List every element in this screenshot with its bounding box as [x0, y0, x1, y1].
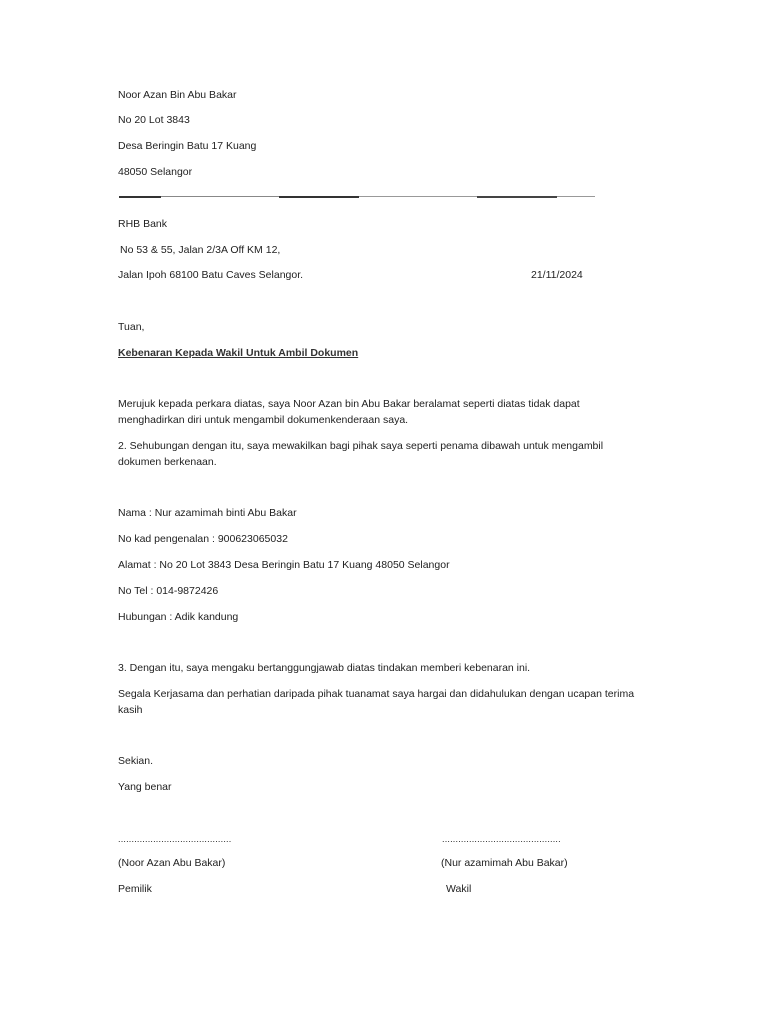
representative-relationship: Hubungan : Adik kandung: [118, 611, 239, 623]
signature-name-owner: (Noor Azan Abu Bakar): [118, 857, 226, 869]
sender-address-line-1: No 20 Lot 3843: [118, 114, 190, 126]
signature-name-representative: (Nur azamimah Abu Bakar): [441, 857, 568, 869]
recipient-address-line-2: Jalan Ipoh 68100 Batu Caves Selangor.: [118, 269, 304, 281]
body-paragraph-3: 3. Dengan itu, saya mengaku bertanggungjawab diatas tindakan memberi kebenaran ini.: [118, 662, 531, 674]
body-paragraph-2: 2. Sehubungan dengan itu, saya mewakilkan bagi pihak saya seperti penama dibawah untuk mengambil dokumen berkenaan.: [118, 440, 604, 468]
recipient-address-line-1: No 53 & 55, Jalan 2/3A Off KM 12,: [120, 244, 281, 256]
representative-ic-number: No kad pengenalan : 900623065032: [118, 533, 288, 545]
letter-date: 21/11/2024: [531, 269, 583, 281]
closing-sekian: Sekian.: [118, 755, 154, 767]
sender-address-line-2: Desa Beringin Batu 17 Kuang: [118, 140, 257, 152]
recipient-name: RHB Bank: [118, 218, 168, 230]
signature-role-owner: Pemilik: [118, 883, 152, 895]
salutation: Tuan,: [118, 321, 145, 333]
signature-role-representative: Wakil: [446, 883, 472, 895]
sender-name: Noor Azan Bin Abu Bakar: [118, 89, 237, 101]
body-paragraph-4: Segala Kerjasama dan perhatian daripada pihak tuanamat saya hargai dan didahulukan dengan ucapan terima kasih: [118, 688, 635, 716]
signature-line-owner: ..........................................: [118, 834, 232, 844]
representative-name: Nama : Nur azamimah binti Abu Bakar: [118, 507, 297, 519]
header-divider: [119, 196, 595, 198]
representative-address: Alamat : No 20 Lot 3843 Desa Beringin Batu 17 Kuang 48050 Selangor: [118, 559, 450, 571]
letter-subject: Kebenaran Kepada Wakil Untuk Ambil Dokumen: [118, 347, 359, 359]
body-paragraph-1: Merujuk kepada perkara diatas, saya Noor Azan bin Abu Bakar beralamat seperti diatas tidak dapat menghadirkan diri untuk mengambil dokumenkenderaan saya.: [118, 398, 580, 426]
closing-yang-benar: Yang benar: [118, 781, 172, 793]
signature-line-representative: ............................................: [442, 834, 561, 844]
representative-phone: No Tel : 014-9872426: [118, 585, 219, 597]
sender-address-line-3: 48050 Selangor: [118, 166, 193, 178]
